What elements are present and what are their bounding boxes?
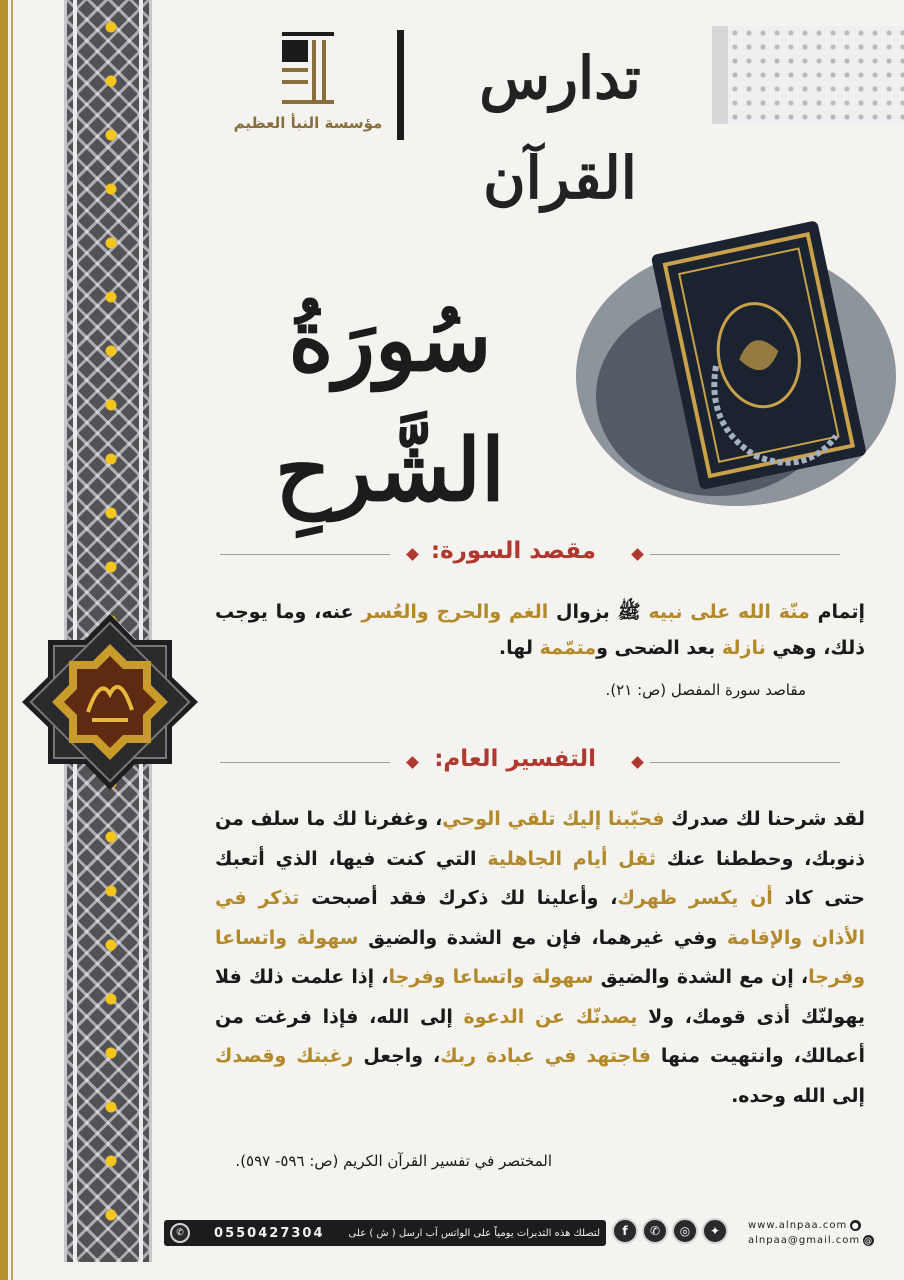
- text-segment: إلى الله وحده.: [731, 1084, 865, 1107]
- header-divider: [397, 30, 404, 140]
- whatsapp-icon[interactable]: ✆: [170, 1223, 190, 1243]
- whatsapp-subscribe-bar[interactable]: [164, 1220, 606, 1246]
- tafsir-heading-row: [220, 746, 840, 780]
- text-segment: إتمام: [809, 601, 866, 623]
- social-links: [612, 1218, 742, 1248]
- email-link[interactable]: alnpaa@gmail.com: [748, 1235, 861, 1246]
- highlight-segment: سهولة واتساعا وفرجا: [388, 966, 594, 988]
- text-segment: ، واجعل: [353, 1045, 441, 1067]
- highlight-segment: منّة الله على نبيه: [648, 601, 810, 623]
- email-row[interactable]: [748, 1233, 900, 1248]
- text-segment: ﷺ بزوال: [548, 601, 649, 623]
- purpose-heading-row: [220, 538, 840, 572]
- text-segment: ، إن مع الشدة والضيق: [593, 966, 809, 988]
- facebook-icon[interactable]: f: [612, 1218, 638, 1244]
- highlight-segment: ثقل أيام الجاهلية: [487, 847, 657, 870]
- gold-edge-line: [11, 0, 13, 1280]
- whatsapp-icon[interactable]: ✆: [642, 1218, 668, 1244]
- heading-dot: [631, 756, 644, 769]
- text-segment: بعد الضحى و: [596, 637, 722, 659]
- quran-book-illustration: [566, 206, 896, 526]
- highlight-segment: فحبّبنا إليك تلقي الوحي: [442, 808, 665, 830]
- globe-icon: ●: [851, 1221, 860, 1230]
- email-icon: @: [864, 1236, 874, 1245]
- surah-title: سُورَةُ الشَّرحِ: [275, 290, 505, 521]
- heading-dot: [631, 548, 644, 561]
- heading-rule: [220, 762, 390, 763]
- purpose-heading: مقصد السورة:: [430, 538, 596, 564]
- highlight-segment: تذكر في الأذان والإقامة: [215, 887, 866, 949]
- tafsir-reference: المختصر في تفسير القرآن الكريم (ص: ٥٩٦- ٥٩٧).: [235, 1152, 552, 1170]
- text-segment: عنه، وما يوجب ذلك، وهي: [215, 601, 865, 659]
- highlight-segment: يصدنّك عن الدعوة: [463, 1005, 638, 1028]
- twitter-icon[interactable]: ✦: [702, 1218, 728, 1244]
- text-segment: لها.: [498, 637, 540, 659]
- highlight-segment: سهولة واتساعا وفرجا: [215, 926, 866, 988]
- highlight-segment: نازلة: [721, 637, 766, 659]
- quran-medallion-icon: [20, 612, 200, 792]
- text-segment: لقد شرحنا لك صدرك: [664, 808, 865, 830]
- highlight-segment: متمّمة: [539, 637, 597, 659]
- text-segment: وفي غيرهما، فإن مع الشدة والضيق: [358, 926, 727, 949]
- gold-edge-border: [0, 0, 8, 1280]
- heading-rule: [650, 554, 840, 555]
- text-segment: التي كنت فيها، الذي أتعبك حتى كاد: [215, 847, 865, 909]
- text-segment: ، وغفرنا لك ما سلف من ذنوبك، وحططنا عنك: [215, 808, 865, 870]
- tafsir-text: [215, 800, 865, 1116]
- heading-rule: [220, 554, 390, 555]
- text-segment: ، وأعلينا لك ذكرك فقد أصبحت: [299, 887, 618, 909]
- purpose-reference: مقاصد سورة المفصل (ص: ٢١).: [605, 681, 806, 699]
- text-segment: ، إذا علمت ذلك فلا يهولنّك أذى قومك، ولا: [215, 966, 865, 1028]
- organization-logo: [228, 30, 388, 142]
- subscribe-text: لتصلك هذه التدبرات يومياً على الواتس آب ارسل ( ش ) على: [348, 1227, 600, 1239]
- instagram-icon[interactable]: ◎: [672, 1218, 698, 1244]
- contact-info: [748, 1218, 900, 1248]
- highlight-segment: فاجتهد في عبادة ربك: [440, 1045, 651, 1067]
- organization-name: مؤسسة النبأ العظيم: [233, 114, 383, 132]
- text-segment: إلى الله، فإذا فرغت من أعمالك، وانتهيت منها: [215, 1005, 865, 1067]
- highlight-segment: أن يكسر ظهرك: [617, 887, 773, 909]
- highlight-segment: رغبتك وقصدك: [215, 1045, 354, 1067]
- purpose-text: [215, 594, 865, 666]
- whatsapp-phone[interactable]: 0550427304: [214, 1225, 325, 1241]
- header-pattern-panel: [712, 26, 904, 124]
- heading-rule: [650, 762, 840, 763]
- organization-logo-icon: [278, 30, 338, 110]
- tafsir-heading: التفسير العام:: [434, 746, 596, 772]
- brand-title: تدارس القرآن: [479, 44, 641, 212]
- website-link[interactable]: www.alnpaa.com: [748, 1220, 848, 1231]
- heading-dot: [406, 548, 419, 561]
- highlight-segment: الغم والحرج والعُسر: [361, 601, 549, 623]
- website-row[interactable]: [748, 1218, 900, 1233]
- heading-dot: [406, 756, 419, 769]
